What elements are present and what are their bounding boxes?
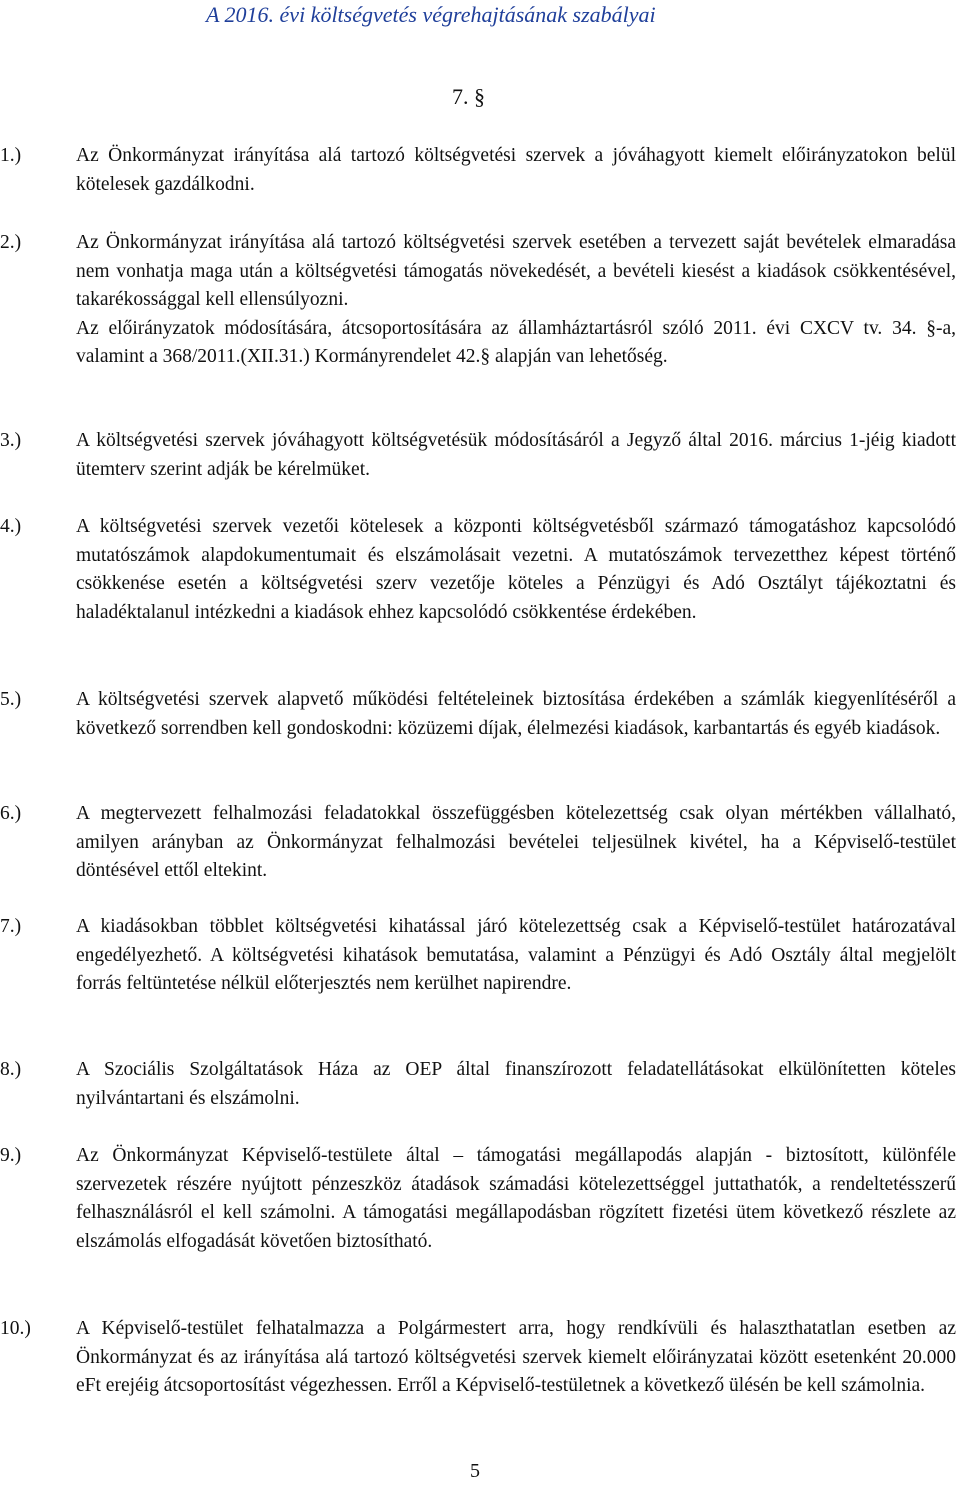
- list-item: [0, 513, 956, 627]
- item-paragraph: Az előirányzatok módosítására, átcsoportosítására az államháztartásról szóló 2011. évi CXCV tv. 34. §-a, valamint a 368/2011.(XII.31.) Kormányrendelet 42.§ alapján van lehetőség.: [76, 317, 956, 367]
- list-item: [0, 1056, 956, 1113]
- list-item: [0, 800, 956, 886]
- item-text: [76, 913, 956, 999]
- list-item: [0, 686, 956, 743]
- item-paragraph: A költségvetési szervek jóváhagyott költségvetésük módosításáról a Jegyző által 2016. március 1-jéig kiadott ütemterv szerint adják be kérelmüket.: [76, 430, 956, 480]
- list-item: [0, 1142, 956, 1256]
- item-text: [76, 427, 956, 484]
- item-number: 6.): [0, 803, 22, 824]
- item-number: 9.): [0, 1145, 22, 1166]
- item-text: [76, 142, 956, 199]
- item-number: 4.): [0, 516, 22, 537]
- item-text: [76, 1142, 956, 1256]
- item-paragraph: A Szociális Szolgáltatások Háza az OEP által finanszírozott feladatellátásokat elkülönítetten köteles nyilvántartani és elszámolni.: [76, 1059, 956, 1109]
- item-paragraph: A költségvetési szervek alapvető működési feltételeinek biztosítása érdekében a számlák kiegyenlítéséről a következő sorrendben kell gondoskodni: közüzemi díjak, élelmezési kiadások, karbantartás és egyéb kiadások.: [76, 689, 956, 739]
- list-item: [0, 913, 956, 999]
- item-paragraph: A kiadásokban többlet költségvetési kihatással járó kötelezettség csak a Képviselő-testület határozatával engedélyezhető. A költségvetési kihatások bemutatása, valamint a Pénzügyi és Adó Osztály által megjelölt forrás feltüntetése nélkül előterjesztés nem kerülhet napirendre.: [76, 916, 956, 994]
- list-item: [0, 142, 956, 199]
- item-number: 1.): [0, 145, 22, 166]
- item-paragraph: Az Önkormányzat irányítása alá tartozó költségvetési szervek esetében a tervezett saját bevételek elmaradása nem vonhatja maga után a költségvetési támogatás növekedését, a bevételi kiesést a kiadások csökkentésével, takarékossággal kell ellensúlyozni.: [76, 232, 956, 310]
- page-number: 5: [470, 1460, 480, 1482]
- item-number: 2.): [0, 232, 22, 253]
- item-paragraph: A költségvetési szervek vezetői kötelesek a központi költségvetésből származó támogatáshoz kapcsolódó mutatószámok alapdokumentumait és elszámolásait vezetni. A mutatószámok tervezetthez képest történő csökkenése esetén a költségvetési szerv vezetője köteles a Pénzügyi és Adó Osztályt tájékoztatni és haladéktalanul intézkedni a kiadások ehhez kapcsolódó csökkentése érdekében.: [76, 516, 956, 623]
- item-text: [76, 686, 956, 743]
- list-item: [0, 427, 956, 484]
- item-paragraph: A Képviselő-testület felhatalmazza a Polgármestert arra, hogy rendkívüli és halaszthatatlan esetben az Önkormányzat és az irányítása alá tartozó költségvetési szervek kiemelt előirányzatai között esetenként 20.000 eFt erejéig átcsoportosítást végezhessen. Erről a Képviselő-testületnek a következő ülésén be kell számolnia.: [76, 1318, 956, 1396]
- item-text: [76, 229, 956, 372]
- section-title: 7. §: [452, 84, 485, 109]
- item-number: 3.): [0, 430, 22, 451]
- item-paragraph: A megtervezett felhalmozási feladatokkal összefüggésben kötelezettség csak olyan mértékben vállalható, amilyen arányban az Önkormányzat felhalmozási bevételei teljesülnek kivétel, ha a Képviselő-testület döntésével ettől eltekint.: [76, 803, 956, 881]
- document-header-title: A 2016. évi költségvetés végrehajtásának szabályai: [206, 2, 656, 27]
- item-text: [76, 1056, 956, 1113]
- item-paragraph: Az Önkormányzat Képviselő-testülete által – támogatási megállapodás alapján - biztosított, különféle szervezetek részére nyújtott pénzeszköz átadások számadási kötelezettséggel juttathatók, a rendeltetésszerű felhasználásról el kell számolni. A támogatási megállapodásban rögzített fizetési ütem következő részlete az elszámolás elfogadását követően biztosítható.: [76, 1145, 956, 1252]
- item-paragraph: Az Önkormányzat irányítása alá tartozó költségvetési szervek a jóváhagyott kiemelt előirányzatokon belül kötelesek gazdálkodni.: [76, 145, 956, 195]
- list-item: [0, 1315, 956, 1401]
- item-number: 7.): [0, 916, 22, 937]
- item-number: 8.): [0, 1059, 22, 1080]
- item-text: [76, 513, 956, 627]
- item-number: 5.): [0, 689, 22, 710]
- item-text: [76, 1315, 956, 1401]
- item-number: 10.): [0, 1318, 31, 1339]
- list-item: [0, 229, 956, 372]
- item-text: [76, 800, 956, 886]
